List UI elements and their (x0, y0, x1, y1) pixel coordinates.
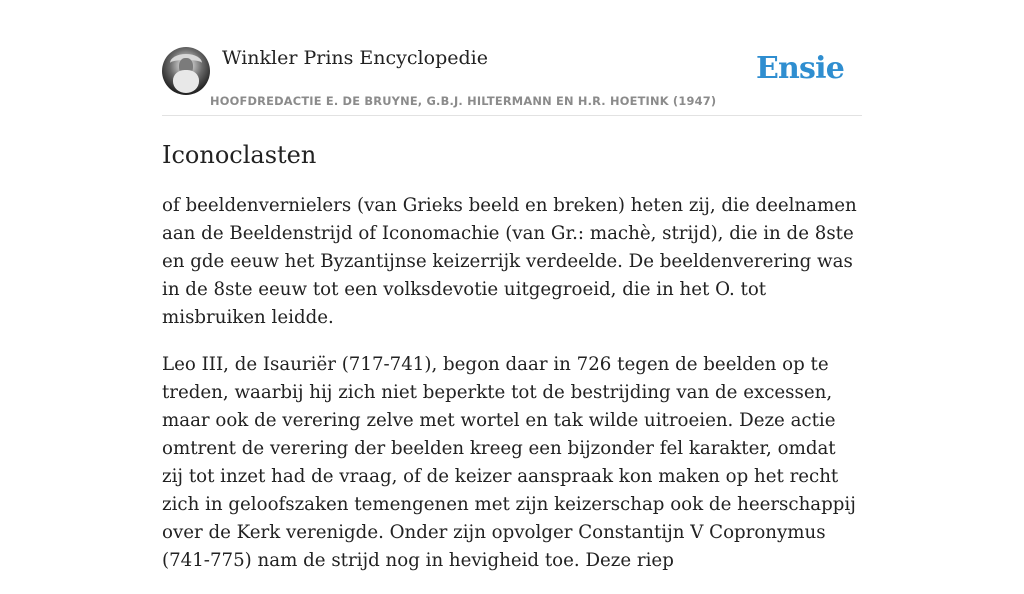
article-paragraph-1: of beeldenvernielers (van Grieks beeld en breken) heten zij, die deelnamen aan de Beeldenstrijd of Iconomachie (van Gr.: machè, strijd), die in de 8ste en gde eeuw het Byzantijnse keizerrijk verdeelde. De beeldenverering was in de 8ste eeuw tot een volksdevotie uitgegroeid, die in het O. tot misbruiken leidde. (162, 195, 857, 328)
article-title: Iconoclasten (162, 141, 317, 169)
article-content (162, 192, 862, 594)
site-header (162, 40, 862, 116)
author-avatar (162, 47, 210, 95)
encyclopedia-title-link[interactable]: Winkler Prins Encyclopedie (222, 47, 488, 69)
ensie-logo-link[interactable]: Ensie (755, 51, 844, 86)
article-paragraph-2: Leo III, de Isauriër (717-741), begon daar in 726 tegen de beelden op te treden, waarbij hij zich niet beperkte tot de bestrijding van de excessen, maar ook de verering zelve met wortel en tak wilde uitroeien. Deze actie omtrent de verering der beelden kreeg een bijzonder fel karakter, omdat zij tot inzet had de vraag, of de keizer aanspraak kon maken op het recht zich in geloofszaken temengenen met zijn keizerschap ook de heerschappij over de Kerk verenigde. Onder zijn opvolger Constantijn V Copronymus (741-775) nam de strijd nog in hevigheid toe. Deze riep (162, 354, 856, 571)
editorial-board-subtitle: HOOFDREDACTIE E. DE BRUYNE, G.B.J. HILTERMANN EN H.R. HOETINK (1947) (210, 94, 717, 108)
avatar-beard-shape (173, 70, 199, 93)
